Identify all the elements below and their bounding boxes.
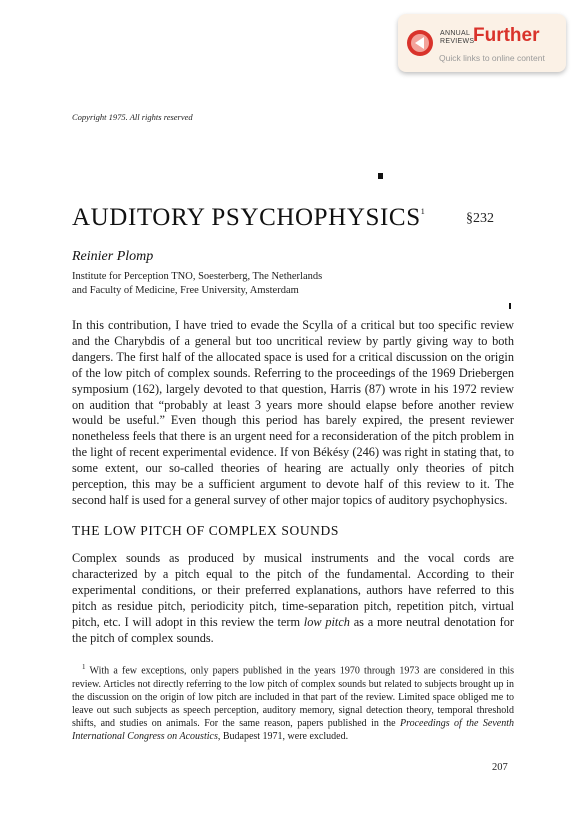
copyright-notice: Copyright 1975. All rights reserved: [72, 112, 193, 122]
quick-links-label: Quick links to online content: [439, 53, 545, 63]
section-heading: THE LOW PITCH OF COMPLEX SOUNDS: [72, 523, 339, 538]
affiliation-line-1: Institute for Perception TNO, Soesterberg, The Netherlands: [72, 271, 323, 282]
section-emphasis: low pitch: [303, 614, 350, 629]
section-paragraph: [72, 551, 514, 646]
footnote-text-part-1: With a few exceptions, only papers published in the years 1970 through 1973 are considered in this review. Articles not directly referring to the low pitch of complex sounds but related to subjects brought up in the discussion on the origin of low pitch are included in that part of the review. Limited space obliged me to leave out such subjects as speech perception, auditory memory, signal detection theory, temporal threshold shifts, and studies on animals. For the same reason, papers published in the: [72, 665, 514, 730]
affiliation-line-2: and Faculty of Medicine, Free University, Amsterdam: [72, 285, 299, 296]
scan-mark-bar: [509, 303, 511, 309]
section-text-part-2: as a more neutral denotation for the pitch of complex sounds.: [72, 614, 514, 645]
annual-reviews-wordmark: ANNUAL REVIEWS: [440, 30, 475, 45]
abstract-paragraph: In this contribution, I have tried to evade the Scylla of a critical but too specific review and the Charybdis of a general but too uncritical review by partly giving way to both dangers. The first half of the allocated space is used for a critical discussion on the origin of the low pitch of complex sounds. Referring to the proceedings of the 1969 Driebergen symposium (162), largely devoted to that question, Harris (87) wrote in his 1972 review on audition that “probably at least 3 years more should elapse before another review would be useful.” Even though this period has barely expired, the present reviewer nonetheless feels that there is an urgent need for a reconsideration of the pitch problem in the light of recent experimental evidence. If von Békésy (246) was right in stating that, to some extent, our so-called theories of hearing are actually only theories of pitch perception, this may be a sufficient argument to devote half of this review to it. The second half is used for a general survey of other major topics of auditory psychophysics.: [72, 318, 514, 507]
article-title-text: AUDITORY PSYCHOPHYSICS: [72, 204, 421, 231]
footnote: [72, 661, 514, 744]
footnote-text-part-2: , Budapest 1971, were excluded.: [217, 731, 349, 743]
further-banner[interactable]: [398, 14, 566, 72]
section-number: §232: [466, 211, 494, 226]
page-number: 207: [492, 762, 508, 773]
annual-reviews-logo-icon: [407, 30, 433, 56]
article-title: [72, 204, 425, 232]
footnote-emphasis: Proceedings of the Seventh International Congress on Acoustics: [72, 718, 514, 743]
author-name: Reinier Plomp: [72, 249, 154, 264]
footnote-mark: 1: [82, 663, 86, 671]
further-label: Further: [473, 25, 540, 46]
title-footnote-mark: 1: [420, 207, 426, 216]
section-text-part-1: Complex sounds as produced by musical instruments and the vocal cords are characterized by a pitch equal to the pitch of the fundamental. According to their experimental conditions, or their preferred explanations, authors have referred to this pitch as residue pitch, periodicity pitch, time-separation pitch, repetition pitch, virtual pitch, etc. I will adopt in this review the term: [72, 551, 514, 629]
scan-mark-square: [378, 173, 383, 179]
